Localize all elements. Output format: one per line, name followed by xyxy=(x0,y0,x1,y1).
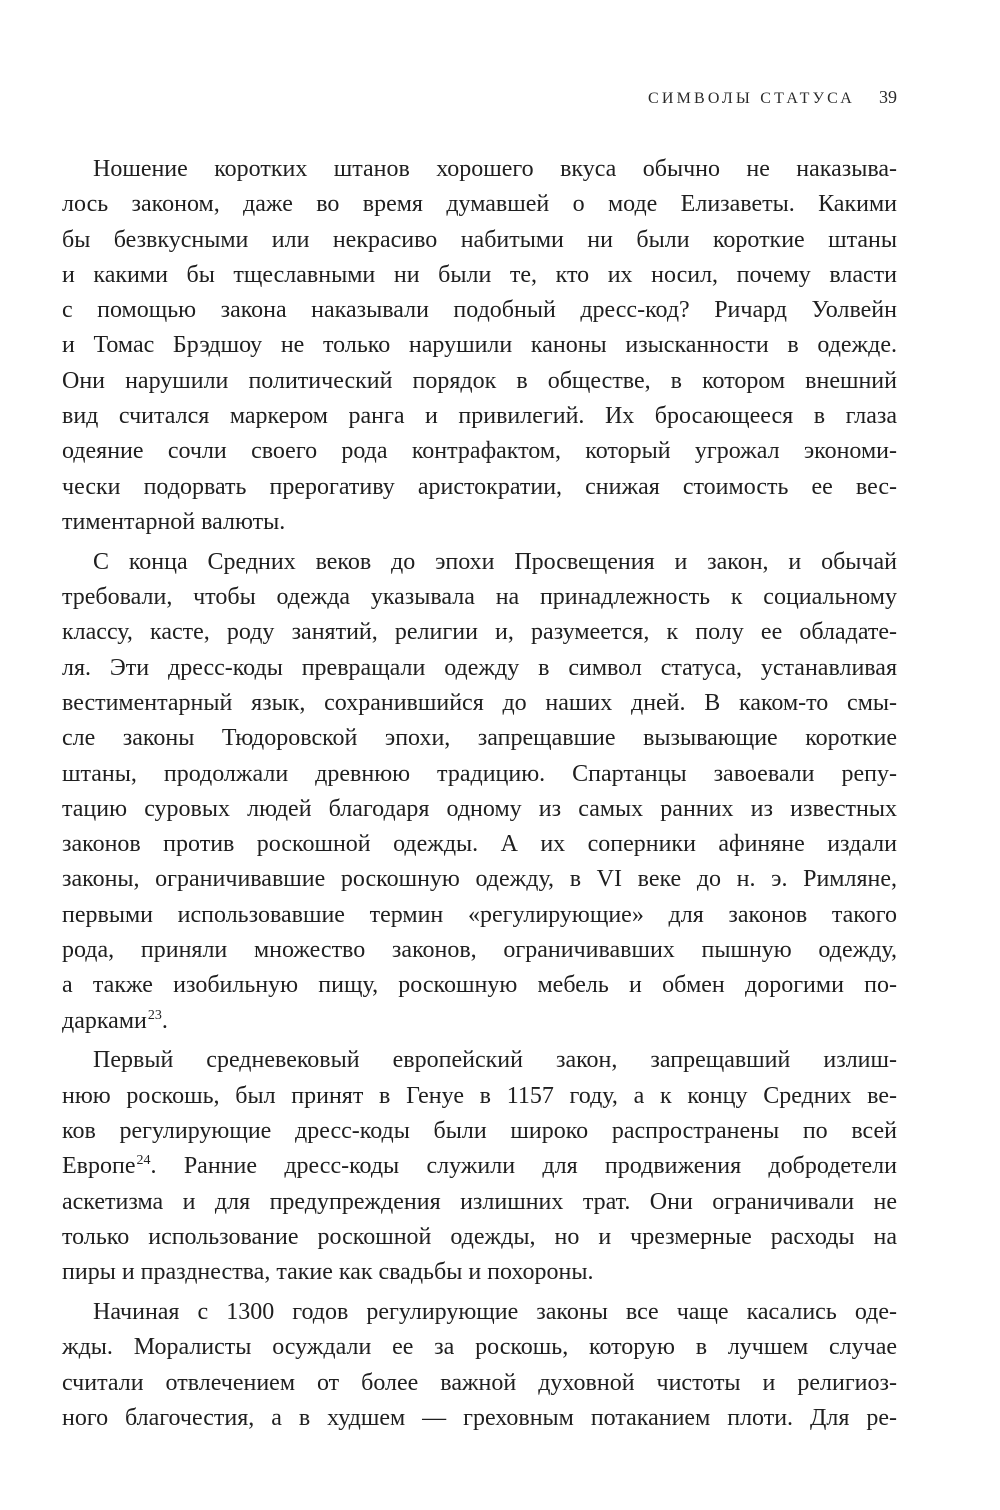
text-line: штаны, продолжали древнюю традицию. Спартанцы завоевали репу- xyxy=(62,760,897,787)
text-line: Ношение коротких штанов хорошего вкуса обычно не наказыва- xyxy=(93,156,897,182)
line-text: . xyxy=(161,1007,168,1034)
text-line: законов против роскошной одежды. А их соперники афиняне издали xyxy=(62,831,897,858)
text-line: рода, приняли множество законов, ограничивавших пышную одежду, xyxy=(62,937,897,964)
text-line: с помощью закона наказывали подобный дресс-код? Ричард Уолвейн xyxy=(62,297,897,324)
text-line: считали отвлечением от более важной духовной чистоты и религиоз- xyxy=(62,1369,897,1396)
body-text xyxy=(62,152,897,1436)
text-line: сле законы Тюдоровской эпохи, запрещавшие вызывающие короткие xyxy=(62,725,897,752)
paragraph xyxy=(62,1295,897,1436)
footnote-ref: 24 xyxy=(136,1153,151,1169)
text-line: и Томас Брэдшоу не только нарушили каноны изысканности в одежде. xyxy=(62,332,897,359)
line-text: . Ранние дресс-коды служили для продвижения добродетели xyxy=(150,1153,897,1180)
text-line: С конца Средних веков до эпохи Просвещения и закон, и обычай xyxy=(93,548,897,575)
text-line: жды. Моралисты осуждали ее за роскошь, которую в лучшем случае xyxy=(62,1334,897,1361)
text-line: и какими бы тщеславными ни были те, кто их носил, почему власти xyxy=(62,261,897,288)
text-line: чески подорвать прерогативу аристократии, снижая стоимость ее вес- xyxy=(62,473,897,500)
text-line: ного благочестия, а в худшем — греховным потаканием плоти. Для ре- xyxy=(62,1404,897,1431)
text-line: лось законом, даже во время думавшей о моде Елизаветы. Какими xyxy=(62,191,897,218)
text-line: законы, ограничивавшие роскошную одежду, в VI веке до н. э. Римляне, xyxy=(62,866,897,893)
page-number: 39 xyxy=(879,87,897,107)
text-line: только использование роскошной одежды, но и чрезмерные расходы на xyxy=(62,1223,897,1250)
running-title: СИМВОЛЫ СТАТУСА xyxy=(647,90,855,107)
text-line: вид считался маркером ранга и привилегий. Их бросающееся в глаза xyxy=(62,403,897,430)
paragraph xyxy=(62,152,897,540)
text-line: нюю роскошь, был принят в Генуе в 1157 году, а к концу Средних ве- xyxy=(62,1082,897,1109)
line-text: дарками xyxy=(62,1007,147,1034)
text-line: Первый средневековый европейский закон, запрещавший излиш- xyxy=(93,1047,897,1074)
text-line: одеяние сочли своего рода контрафактом, который угрожал экономи- xyxy=(62,438,897,465)
text-line: аскетизма и для предупреждения излишних трат. Они ограничивали не xyxy=(62,1188,897,1215)
paragraph xyxy=(62,545,897,1039)
text-line: Они нарушили политический порядок в обществе, в котором внешний xyxy=(62,367,897,394)
footnote-ref: 23 xyxy=(147,1007,162,1023)
text-line: пиры и празднества, такие как свадьбы и похороны. xyxy=(62,1259,594,1286)
text-line: первыми использовавшие термин «регулирующие» для законов такого xyxy=(62,901,897,928)
text-line: классу, касте, роду занятий, религии и, разумеется, к полу ее обладате- xyxy=(62,619,897,646)
line-text: Европе xyxy=(62,1153,136,1180)
text-line: бы безвкусными или некрасиво набитыми ни были короткие штаны xyxy=(62,226,897,253)
text-line: Начиная с 1300 годов регулирующие законы все чаще касались оде- xyxy=(93,1299,897,1325)
text-line: тиментарной валюты. xyxy=(62,508,286,535)
text-line xyxy=(62,1149,897,1184)
text-line: ков регулирующие дресс-коды были широко распространены по всей xyxy=(62,1118,897,1145)
running-head xyxy=(648,87,897,109)
text-line: требовали, чтобы одежда указывала на принадлежность к социальному xyxy=(62,584,897,611)
text-line: ля. Эти дресс-коды превращали одежду в символ статуса, устанавливая xyxy=(62,654,897,681)
text-line xyxy=(62,1004,897,1039)
text-line: вестиментарный язык, сохранившийся до наших дней. В каком-то смы- xyxy=(62,689,897,716)
paragraph xyxy=(62,1043,897,1290)
text-line: а также изобильную пищу, роскошную мебель и обмен дорогими по- xyxy=(62,972,897,999)
text-line: тацию суровых людей благодаря одному из самых ранних из известных xyxy=(62,795,897,822)
